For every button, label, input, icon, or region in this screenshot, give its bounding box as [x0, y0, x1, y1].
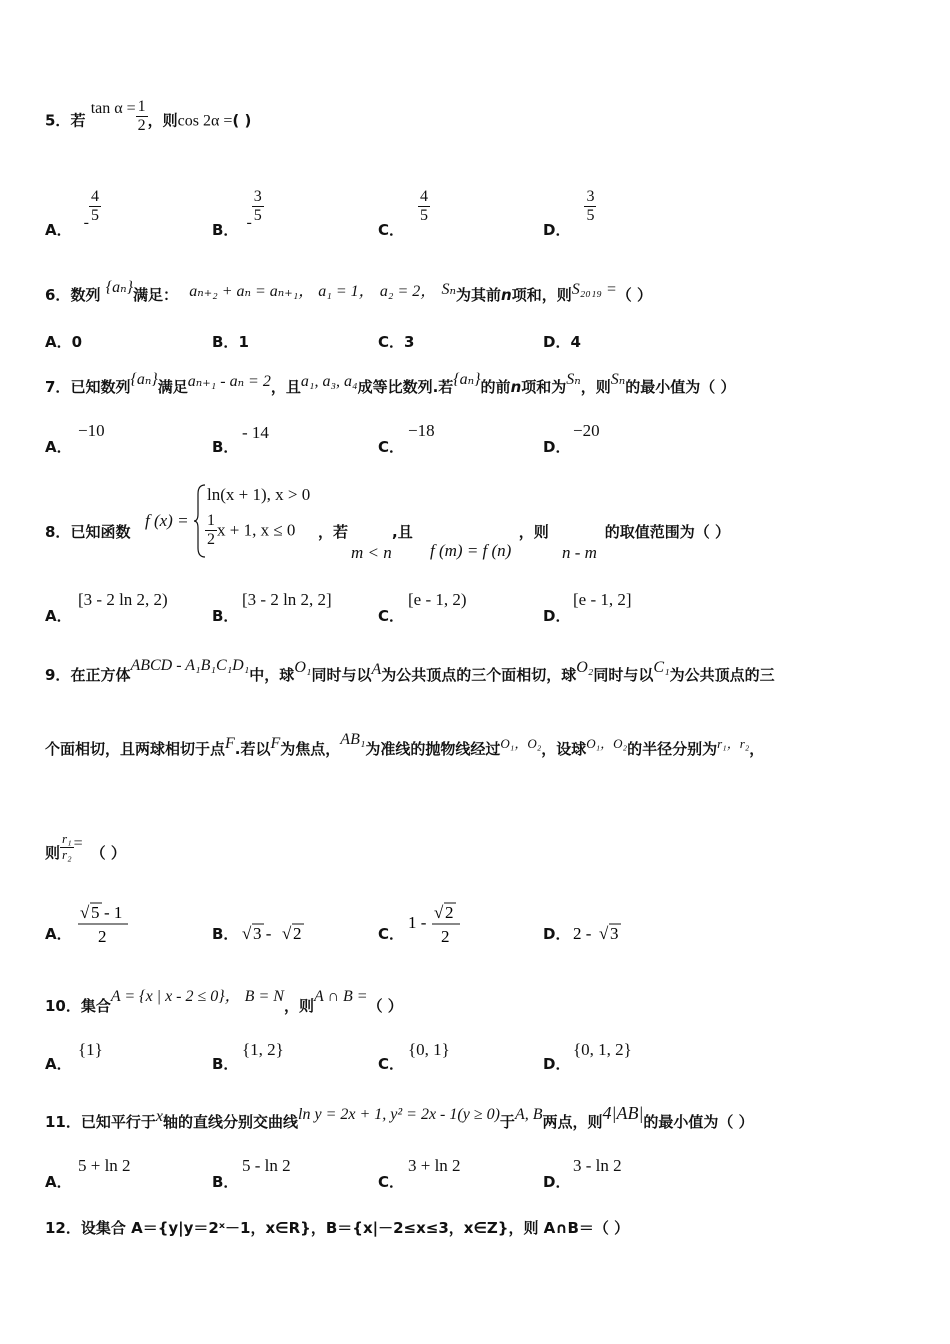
option-c-value: {0, 1}	[408, 1040, 450, 1059]
question-7: 7．已知数列{aₙ}满足aₙ₊₁ - aₙ = 2，且a₁, a₃, a₄成等比数列.若{aₙ}的前n项和为Sₙ，则Sₙ的最小值为（ ）	[45, 371, 736, 396]
question-9-line-2: 个面相切，且两球相切于点F.若以F为焦点，AB₁为准线的抛物线经过O₁，O₂，设球O₁，O₂的半径分别为r₁，r₂，	[45, 731, 765, 758]
case-1: ln(x + 1), x > 0	[207, 485, 311, 504]
option-b[interactable]: B． - $\frac{3}{5}$	[212, 188, 262, 240]
question-6: 6．数列 {aₙ}满足： aₙ₊₂ + aₙ = aₙ₊₁， a₁ = 1， a₂ = 2， Sₙ为其前n项和，则S₂₀₁₉ =（ ）	[45, 279, 652, 304]
svg-text:√: √	[599, 924, 609, 943]
option-a[interactable]: A．	[45, 1173, 72, 1191]
svg-text:√: √	[434, 903, 444, 922]
option-d-value: 3 - ln 2	[573, 1156, 622, 1175]
option-b-value: 5 - ln 2	[242, 1156, 291, 1175]
option-d-value	[573, 921, 629, 951]
option-b[interactable]: B．1	[212, 333, 249, 351]
fraction-sqrt5-minus-1-over-2	[78, 898, 130, 946]
svg-text:2: 2	[441, 927, 450, 946]
option-a[interactable]: A．	[45, 607, 72, 625]
option-c[interactable]: C．	[378, 925, 405, 943]
option-d[interactable]: D．	[543, 1055, 571, 1073]
question-11: 11．已知平行于x轴的直线分别交曲线ln y = 2x + 1, y² = 2x - 1(y ≥ 0)于A, B两点，则4|AB|的最小值为（ ）	[45, 1103, 754, 1131]
option-d[interactable]: D．	[543, 438, 571, 456]
option-c[interactable]: C． $\frac{4}{5}$	[378, 188, 429, 240]
svg-text:- 1: - 1	[104, 903, 123, 922]
option-a-value: −10	[78, 421, 105, 440]
option-a-value	[78, 898, 130, 950]
option-d[interactable]: D．	[543, 607, 571, 625]
q8-tail: ，若 ,且 ，则 的取值范围为（ ）	[318, 523, 730, 541]
option-a[interactable]: A．0	[45, 333, 83, 351]
option-a[interactable]: A．	[45, 438, 72, 456]
question-8: 8．已知函数	[45, 523, 131, 541]
option-c[interactable]: C．	[378, 607, 405, 625]
option-b[interactable]: B．	[212, 1173, 239, 1191]
question-number: 5．	[45, 111, 71, 130]
option-b[interactable]: B．	[212, 438, 239, 456]
option-d-value: −20	[573, 421, 600, 440]
function-f: f (x) =	[145, 511, 189, 530]
svg-text:2: 2	[445, 903, 454, 922]
option-a-value: 5 + ln 2	[78, 1156, 131, 1175]
option-b-value: [3 - 2 ln 2, 2]	[242, 590, 332, 609]
option-a-value: {1}	[78, 1040, 103, 1059]
svg-text:3: 3	[610, 924, 619, 943]
option-c[interactable]: C．	[378, 1055, 405, 1073]
option-b-value: {1, 2}	[242, 1040, 284, 1059]
option-a[interactable]: A．	[45, 1055, 72, 1073]
option-a-value: [3 - 2 ln 2, 2)	[78, 590, 168, 609]
option-b[interactable]: B．	[212, 1055, 239, 1073]
target-expr: n - m	[562, 543, 597, 562]
option-c[interactable]: C．	[378, 438, 405, 456]
option-d[interactable]: D． $\frac{3}{5}$	[543, 188, 595, 240]
option-b-value	[242, 921, 312, 951]
question-10: 10．集合A = {x | x - 2 ≤ 0}， B = N，则A ∩ B =（ ）	[45, 988, 403, 1015]
option-d-value: {0, 1, 2}	[573, 1040, 632, 1059]
option-c-value: [e - 1, 2)	[408, 590, 467, 609]
svg-text:3 -: 3 -	[253, 924, 272, 943]
case-2: $\frac{1}{2}$ x + 1, x ≤ 0	[207, 512, 296, 549]
option-d[interactable]: D．	[543, 1173, 571, 1191]
svg-text:√: √	[242, 924, 252, 943]
question-12: 12．设集合 A＝{y|y＝2ˣ－1，x∈R}，B＝{x|－2≤x≤3，x∈Z}，则 A∩B＝（ ）	[45, 1219, 630, 1237]
fraction: $\frac{1}{2}$	[137, 98, 146, 135]
svg-text:2: 2	[98, 927, 107, 946]
option-c[interactable]: C．	[378, 1173, 405, 1191]
option-a[interactable]: A． - $\frac{4}{5}$	[45, 188, 99, 240]
condition-m-n: m < n	[351, 543, 392, 562]
question-5: 5．若 tan α = $\frac{1}{2}$ ，则cos 2α =( )	[45, 98, 252, 135]
option-b[interactable]: B．	[212, 607, 239, 625]
condition-fm-fn: f (m) = f (n)	[430, 541, 512, 560]
option-d[interactable]: D．4	[543, 333, 581, 351]
option-b-value: - 14	[242, 423, 269, 442]
option-a[interactable]: A．	[45, 925, 72, 943]
option-b[interactable]: B．	[212, 925, 239, 943]
option-d[interactable]: D．	[543, 925, 571, 943]
option-c-value: 3 + ln 2	[408, 1156, 461, 1175]
question-9-line-3: 则 $\frac{\text{r₁}}{\text{r₂}}$ =（ ）	[45, 831, 126, 862]
svg-text:5: 5	[91, 903, 100, 922]
svg-text:√: √	[282, 924, 292, 943]
option-c-value: −18	[408, 421, 435, 440]
svg-text:√: √	[80, 903, 90, 922]
question-9-line-1: 9．在正方体ABCD - A₁B₁C₁D₁中，球O₁同时与以A为公共顶点的三个面相切，球O₂同时与以C₁为公共顶点的三	[45, 657, 775, 684]
option-c[interactable]: C．3	[378, 333, 415, 351]
svg-text:1 -: 1 -	[408, 913, 427, 932]
option-c-value	[408, 898, 464, 950]
svg-text:2 -: 2 -	[573, 924, 592, 943]
option-d-value: [e - 1, 2]	[573, 590, 632, 609]
svg-text:2: 2	[293, 924, 302, 943]
